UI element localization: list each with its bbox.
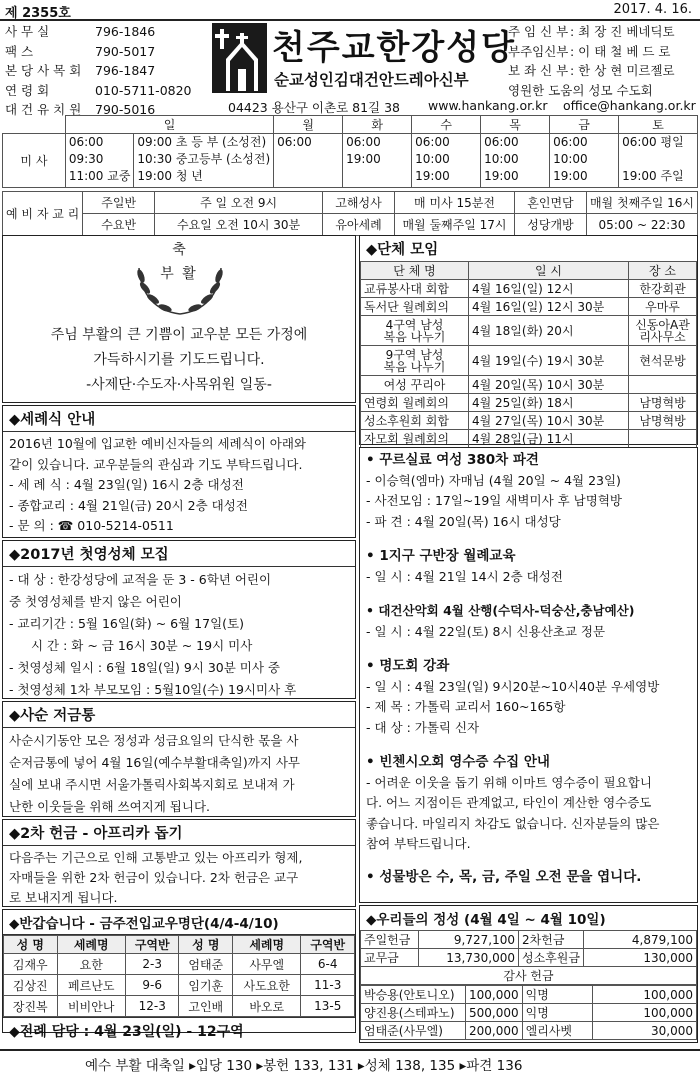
mass-time: 09:30 xyxy=(68,152,104,166)
catechumen-label: 예 비 자 교 리 xyxy=(3,192,83,236)
table-header: 성 명 xyxy=(179,936,233,954)
section-line: - 첫영성체 1차 부모모임 : 5월10일(수) 19시미사 후 xyxy=(9,682,297,697)
table-row: 박승용(안토니오) 100,000 익명 100,000 xyxy=(361,986,697,1004)
contact-value: 790-5016 xyxy=(95,102,156,117)
table-header: 성 명 xyxy=(4,936,58,954)
section-line: 자매들을 위한 2차 헌금이 있습니다. 2차 헌금은 교구 xyxy=(9,870,299,885)
section-line: - 대 상 : 한강성당에 교적을 둔 3 - 6학년 어린이 xyxy=(9,572,272,587)
day-header: 월 xyxy=(274,116,343,134)
church-logo xyxy=(212,23,267,93)
notice-line: - 일 시 : 4월 22일(토) 8시 신용산초교 정문 xyxy=(366,623,606,639)
easter-message: 가득하시기를 기도드립니다. xyxy=(93,352,265,368)
contact-value: 796-1847 xyxy=(95,63,156,78)
day-header: 목 xyxy=(481,116,550,134)
contact-label: 본 당 사 목 회 xyxy=(5,63,82,78)
staff-list xyxy=(508,22,698,100)
table-row: 교류봉사대 회합 4월 16일(일) 12시 한강회관 xyxy=(361,280,697,298)
notice-line: - 파 견 : 4월 20일(목) 16시 대성당 xyxy=(366,513,561,529)
table-row: 김재우 요한 2-3 엄태준 사무엘 6-4 xyxy=(4,954,355,975)
section-line: 실에 보내 주시면 서울가톨릭사회복지회로 보내져 가 xyxy=(9,777,295,792)
mass-time: 10:30 중고등부 (소성전) xyxy=(137,152,271,166)
notice-title: • 꾸르실료 여성 380차 파견 xyxy=(366,452,539,468)
table-row: 독서단 월례회의 4월 16일(일) 12시 30분 우마루 xyxy=(361,298,697,316)
day-header: 토 xyxy=(619,116,698,134)
mass-time: 06:00 xyxy=(346,135,381,149)
table-header: 구역반 xyxy=(125,936,179,954)
address: 04423 용산구 이촌로 81길 38 xyxy=(228,100,400,115)
staff-role: 주 임 신 부 xyxy=(508,24,569,39)
contact-value: 790-5017 xyxy=(95,43,156,59)
staff-role: 보 좌 신 부 xyxy=(508,63,569,78)
class-name: 수요반 xyxy=(83,214,155,236)
notice-line: - 이승혁(엠마) 자매님 (4월 20일 ~ 4월 23일) xyxy=(366,472,621,488)
section-title: ◆우리들의 정성 (4월 4일 ~ 4월 10일) xyxy=(366,912,606,928)
contact-label: 연 령 회 xyxy=(5,82,50,98)
table-header: 장 소 xyxy=(629,262,697,280)
order-name: 영원한 도움의 성모 수도회 xyxy=(508,82,653,98)
mass-time: 19:00 청 년 xyxy=(137,169,203,183)
notice-line: 다. 어느 지점이든 관계없고, 타인이 계산한 영수증도 xyxy=(366,795,652,810)
service-time: 매 미사 15분전 xyxy=(395,192,515,214)
easter-message: 주님 부활의 큰 기쁨이 교우분 모든 가정에 xyxy=(50,327,308,343)
thanks-label: 감사 헌금 xyxy=(361,967,697,985)
section-line: 시 간 : 화 ~ 금 16시 30분 ~ 19시 미사 xyxy=(31,638,253,653)
mass-time: 19:00 xyxy=(484,169,519,183)
contact-label: 팩 스 xyxy=(5,43,34,59)
notice-title: • 1지구 구반장 월례교육 xyxy=(366,548,516,564)
notice-line: 좋습니다. 마일리지 차감도 없습니다. 신자분들의 많은 xyxy=(366,815,660,831)
section-line: - 종합교리 : 4월 21일(금) 20시 2층 대성전 xyxy=(9,497,248,513)
staff-name: : 한 상 현 미르젤로 xyxy=(570,63,675,78)
mass-time: 06:00 xyxy=(484,135,519,149)
table-row: 엄태준(사무엘) 200,000 엘리사벳 30,000 xyxy=(361,1022,697,1040)
table-row: 교무금 13,730,000 성소후원금 130,000 xyxy=(361,949,697,967)
mass-time: 11:00 교중 xyxy=(68,169,131,183)
mass-time: 06:00 xyxy=(415,135,450,149)
notice-title: • 성물방은 수, 목, 금, 주일 오전 문을 엽니다. xyxy=(366,868,642,885)
class-name: 주일반 xyxy=(83,192,155,214)
table-row: 9구역 남성 복음 나누기 4월 19일(수) 19시 30분 현석문방 xyxy=(361,346,697,376)
notice-title: • 빈첸시오회 영수증 수집 안내 xyxy=(366,754,550,770)
section-line: 중 첫영성체를 받지 않은 어린이 xyxy=(9,594,182,609)
contact-label: 대 건 유 치 원 xyxy=(5,102,82,117)
notice-line: - 일 시 : 4월 23일(일) 9시20분~10시40분 우세영방 xyxy=(366,678,660,694)
service-name: 유아세례 xyxy=(323,214,395,236)
mass-time: 19:00 xyxy=(553,169,588,183)
section-title: ◆단체 모임 xyxy=(366,242,439,258)
table-row: 주일헌금 9,727,100 2차헌금 4,879,100 xyxy=(361,931,697,949)
class-time: 수요일 오전 10시 30분 xyxy=(155,214,323,236)
day-header: 화 xyxy=(343,116,412,134)
section-line: - 교리기간 : 5월 16일(화) ~ 6월 17일(토) xyxy=(9,616,244,631)
notice-line: - 사전모임 : 17일~19일 새벽미사 후 남명혁방 xyxy=(366,493,622,508)
staff-name: : 최 장 진 베네딕토 xyxy=(570,24,675,39)
section-line: 같이 있습니다. 교우분들의 관심과 기도 부탁드립니다. xyxy=(9,456,303,472)
section-line: 다음주는 기근으로 인해 고통받고 있는 아프리카 형제, xyxy=(9,850,303,865)
staff-name: : 이 태 철 베 드 로 xyxy=(570,43,671,59)
contact-value: 796-1846 xyxy=(95,24,156,39)
section-title: ◆2017년 첫영성체 모집 xyxy=(3,541,355,567)
table-row: 자모회 월례회의 4월 28일(금) 11시 xyxy=(361,430,697,448)
table-header: 구역반 xyxy=(301,936,355,954)
easter-top: 축 xyxy=(172,242,186,258)
baptism-section xyxy=(2,405,356,538)
mass-time: 19:00 xyxy=(346,152,381,166)
section-title: ◆사순 저금통 xyxy=(3,702,355,728)
table-row: 연령회 월례회의 4월 25일(화) 18시 남명혁방 xyxy=(361,394,697,412)
section-line: 난한 이웃들을 위해 쓰여지게 됩니다. xyxy=(9,799,210,814)
easter-title: 부 활 xyxy=(160,266,198,282)
table-header: 세례명 xyxy=(233,936,301,954)
staff-role: 부주임신부 xyxy=(508,43,569,59)
offering-section xyxy=(359,905,698,1043)
table-row: 4구역 남성 복음 나누기 4월 18일(화) 20시 신동아A관 리사무소 xyxy=(361,316,697,346)
section-line: - 문 의 : ☎ 010-5214-0511 xyxy=(9,518,174,533)
first-communion-section xyxy=(2,540,356,699)
section-line: - 세 례 식 : 4월 23일(일) 16시 2층 대성전 xyxy=(9,477,244,492)
table-header: 단 체 명 xyxy=(361,262,469,280)
service-time: 매월 둘째주일 17시 xyxy=(395,214,515,236)
service-name: 성당개방 xyxy=(514,214,586,236)
section-line: 순저금통에 넣어 4월 16일(예수부활대축일)까지 사무 xyxy=(9,755,301,770)
lent-savings-section xyxy=(2,701,356,817)
service-name: 혼인면담 xyxy=(514,192,586,214)
website-link[interactable]: www.hankang.or.kr xyxy=(428,98,548,113)
mass-time: 10:00 xyxy=(415,152,450,166)
service-time: 05:00 ~ 22:30 xyxy=(586,214,697,236)
table-row: 양진용(스테파노) 500,000 익명 100,000 xyxy=(361,1004,697,1022)
mass-time: 19:00 xyxy=(415,169,450,183)
day-header: 일 xyxy=(65,116,273,134)
service-time: 매월 첫째주일 16시 xyxy=(586,192,697,214)
section-title: ◆2차 헌금 - 아프리카 돕기 xyxy=(3,820,355,846)
section-line: 2016년 10월에 입교한 예비신자들의 세례식이 아래와 xyxy=(9,436,307,451)
mass-time: 06:00 xyxy=(553,135,588,149)
section-line: 로 보내지게 됩니다. xyxy=(9,890,118,905)
mass-time: 10:00 xyxy=(484,152,519,166)
mass-time: 10:00 xyxy=(553,152,588,166)
day-header: 금 xyxy=(550,116,619,134)
notice-title: • 대건산악회 4월 산행(수덕사-덕숭산,충남예산) xyxy=(366,603,635,618)
table-row: 성소후원회 회합 4월 27일(목) 10시 30분 남명혁방 xyxy=(361,412,697,430)
group-meetings-section xyxy=(359,235,698,445)
section-title: ◆반갑습니다 - 금주전입교우명단(4/4-4/10) xyxy=(3,910,355,935)
notice-title: • 명도회 강좌 xyxy=(366,658,450,674)
mass-time: 06:00 xyxy=(277,135,312,149)
footer-hymns: 예수 부활 대축일 ▸입당 130 ▸봉헌 133, 131 ▸성체 138, 135 ▸파견 136 xyxy=(0,1049,700,1074)
contact-value: 010-5711-0820 xyxy=(95,82,192,98)
notice-line: - 어려운 이웃을 돕기 위해 이마트 영수증이 필요합니 xyxy=(366,774,652,790)
issue-number: 제 2355호 xyxy=(5,6,71,21)
table-row: 여성 꾸리아 4월 20일(목) 10시 30분 xyxy=(361,376,697,394)
contact-label: 사 무 실 xyxy=(5,24,50,39)
parish-subtitle: 순교성인김대건안드레아신부 xyxy=(274,71,469,89)
table-row: 김상진 페르난도 9-6 임기훈 사도요한 11-3 xyxy=(4,975,355,996)
mass-time: 06:00 평일 xyxy=(622,135,684,149)
notice-line: - 대 상 : 가톨릭 신자 xyxy=(366,719,480,735)
notice-line: 참여 부탁드립니다. xyxy=(366,836,471,851)
schedule-table xyxy=(2,115,698,236)
class-time: 주 일 오전 9시 xyxy=(155,192,323,214)
table-header: 세례명 xyxy=(57,936,125,954)
parish-title: 천주교한강성당 xyxy=(272,28,516,68)
notices-section xyxy=(359,447,698,903)
mass-label: 미 사 xyxy=(3,134,66,188)
service-name: 고해성사 xyxy=(323,192,395,214)
liturgy-duty: ◆전례 담당 : 4월 23일(일) - 12구역 xyxy=(3,1017,355,1043)
notice-line: - 일 시 : 4월 21일 14시 2층 대성전 xyxy=(366,568,563,584)
newcomers-section xyxy=(2,909,356,1040)
table-row: 장진복 비비안나 12-3 고인배 바오로 13-5 xyxy=(4,996,355,1017)
contact-list xyxy=(5,22,210,120)
mass-time: 09:00 초 등 부 (소성전) xyxy=(137,135,267,149)
notice-line: - 제 목 : 가톨릭 교리서 160~165항 xyxy=(366,699,566,714)
day-header: 수 xyxy=(412,116,481,134)
section-line: - 첫영성체 일시 : 6월 18일(일) 9시 30분 미사 중 xyxy=(9,660,281,675)
section-line: 사순시기동안 모은 정성과 성금요일의 단식한 몫을 사 xyxy=(9,733,299,748)
mass-time: 19:00 주일 xyxy=(622,169,684,183)
africa-collection-section xyxy=(2,819,356,907)
mass-time: 06:00 xyxy=(68,135,104,149)
issue-date: 2017. 4. 16. xyxy=(613,2,692,17)
email-link[interactable]: office@hankang.or.kr xyxy=(563,98,696,113)
table-header: 일 시 xyxy=(469,262,629,280)
easter-signature: -사제단·수도자·사목위원 일동- xyxy=(86,377,272,393)
section-title: ◆세례식 안내 xyxy=(3,406,355,432)
easter-greeting xyxy=(2,235,356,403)
